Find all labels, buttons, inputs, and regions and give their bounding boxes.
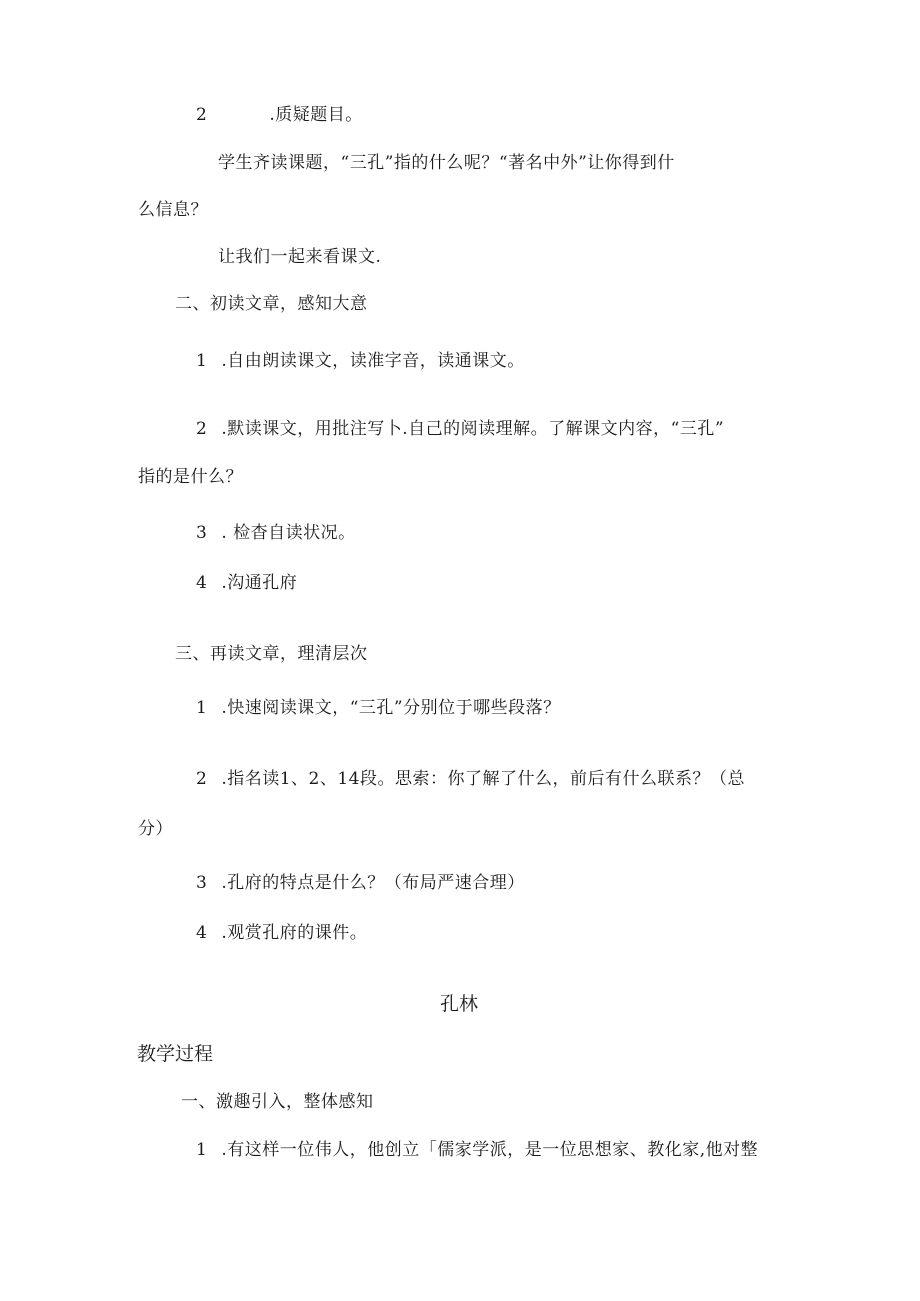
item-text: .沟通孔府 — [221, 573, 298, 593]
list-item — [196, 522, 356, 544]
section-title: 三、再读文章，理清层次 — [175, 644, 368, 664]
section-title: 二、初读文章，感知大意 — [175, 294, 368, 314]
paragraph-line: 学生齐读课题，“三孔”指的什么呢？“著名中外”让你得到什 — [218, 153, 675, 173]
list-item — [196, 1139, 758, 1161]
item-text: .有这样一位伟人，他创立「儒家学派，是一位思想家、教化家,他对整 — [221, 1140, 759, 1160]
section-title: 一、激趣引入，整体感知 — [181, 1092, 374, 1112]
list-item — [196, 872, 525, 894]
list-item — [196, 104, 363, 126]
item-text: .快速阅读课文，“三孔”分别位于哪些段落？ — [221, 698, 561, 718]
item-number: 4 — [196, 573, 208, 593]
item-number: 1 — [196, 698, 208, 718]
item-number: 3 — [196, 873, 208, 893]
item-number: 3 — [196, 523, 208, 543]
list-item — [196, 922, 367, 944]
list-item — [196, 350, 525, 372]
item-text: .指名读1、2、14段。思索：你了解了什么，前后有什么联系？（总 — [221, 769, 745, 789]
list-item — [196, 697, 561, 719]
list-item — [196, 572, 297, 594]
item-number: 2 — [196, 419, 208, 439]
paragraph-line: 么信息？ — [138, 200, 208, 220]
item-text: .自由朗读课文，读准字音，读通课文。 — [221, 351, 525, 371]
process-heading: 教学过程 — [137, 1043, 214, 1065]
item-text: .孔府的特点是什么？（布局严速合理） — [221, 873, 525, 893]
item-number: 1 — [196, 351, 208, 371]
item-number: 4 — [196, 923, 208, 943]
item-number: 2 — [196, 769, 208, 789]
paragraph-line: 分） — [138, 819, 173, 839]
page-title: 孔林 — [440, 993, 479, 1015]
paragraph: 让我们一起来看课文. — [218, 247, 382, 267]
list-item — [196, 768, 745, 790]
item-number: 2 — [196, 105, 208, 125]
item-text: .默读课文，用批注写卜.自己的阅读理解。了解课文内容，“三孔” — [221, 419, 725, 439]
item-number: 1 — [196, 1140, 208, 1160]
item-text: . 检杳自读状况。 — [221, 523, 356, 543]
item-text: .质疑题目。 — [269, 105, 363, 125]
list-item — [196, 418, 724, 440]
item-text: .观赏孔府的课件。 — [221, 923, 368, 943]
paragraph-line: 指的是什么？ — [138, 467, 243, 487]
